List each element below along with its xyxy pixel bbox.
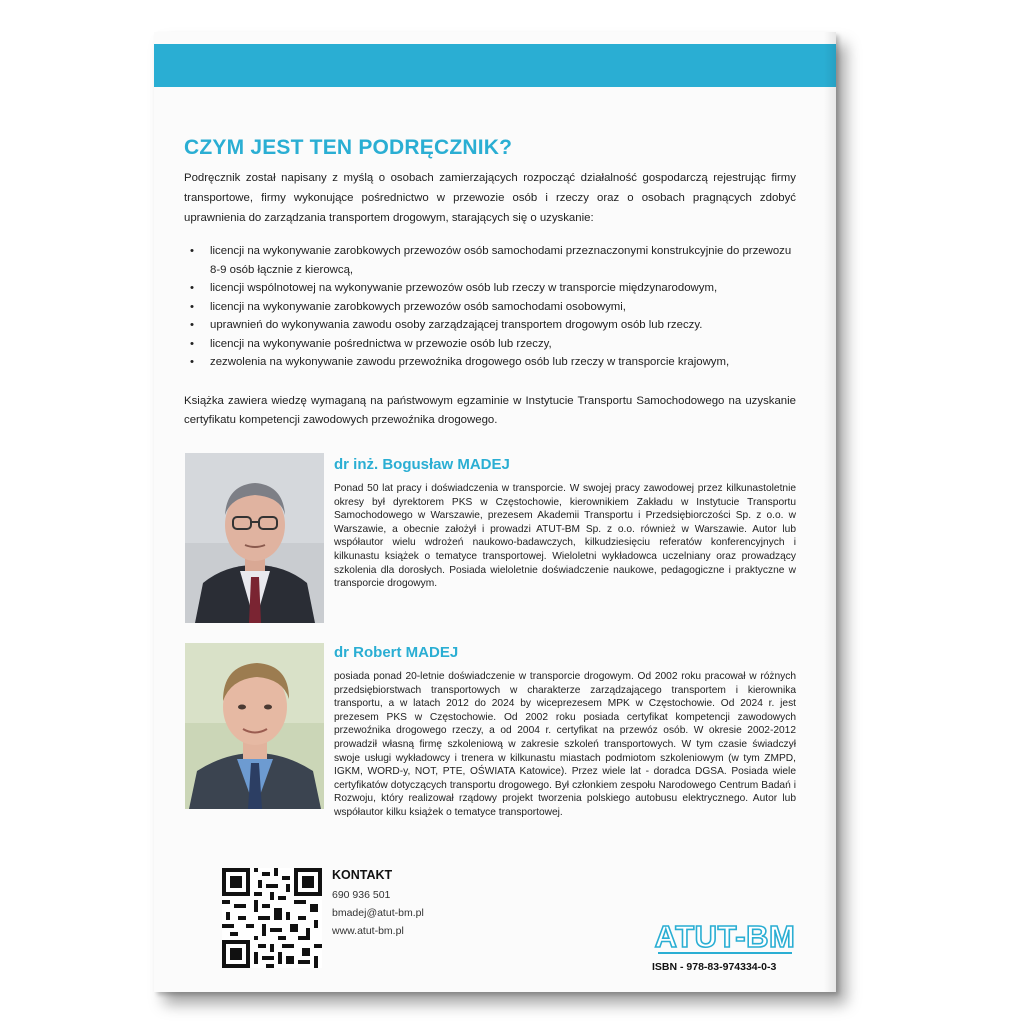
logo-text: ATUT-BM xyxy=(654,919,796,954)
author-name-robert: dr Robert MADEJ xyxy=(334,644,459,661)
list-item: • licencji na wykonywanie zarobkowych przewozów osób samochodami przeznaczonymi konstrukcyjnie do przewozu 8-9 osób łącznie z kierowcą, xyxy=(184,242,799,279)
author-photo-robert xyxy=(185,643,324,809)
qualifications-list xyxy=(184,242,799,372)
page-heading: CZYM JEST TEN PODRĘCZNIK? xyxy=(184,136,513,159)
author-bio-boguslaw: Ponad 50 lat pracy i doświadczenia w transporcie. W swojej pracy zawodowej przez kilkunastoletnie okresy był dyrektorem PKS w Częstochowie, kierownikiem Zakładu w Instytucie Transportu Samochodowego w Warszawie, prezesem Akademii Transportu i Przedsiębiorczości Sp. z o.o. w Warszawie, a obecnie założył i prowadzi ATUT-BM Sp. z o.o. również w Warszawie. Autor lub współautor wielu wdrożeń naukowo-badawczych, kilkudziesięciu referatów konferencyjnych i kilkunastu książek o tematyce transportowej. Wieloletni wykładowca uczelniany oraz prowadzący szkolenia dla dorosłych. Posiada wieloletnie doświadczenie naukowe, pedagogiczne i praktyczne w transporcie drogowym. xyxy=(334,483,796,590)
list-item: • licencji na wykonywanie pośrednictwa w przewozie osób lub rzeczy, xyxy=(184,335,799,354)
top-color-bar xyxy=(154,44,836,87)
contact-email[interactable]: bmadej@atut-bm.pl xyxy=(332,907,424,919)
author-bio-robert: posiada ponad 20-letnie doświadczenie w transporcie drogowym. Od 2002 roku pracował w różnych przedsiębiorstwach transportowych w charakterze zarządzającego transportem i kierownika transportu, a w latach 2012 do 2024 by wiceprezesem MPK w Częstochowie. Od 2024 r. jest prezesem PKS w Częstochowie. Od 2002 roku posiada certyfikat kompetencji zawodowych przewoźnika drogowego rzeczy, a od 2004 r. certyfikat na przewóz osób. W okresie 2002-2012 prowadził własną firmę szkoleniową w zakresie szkoleń transportowych. W tym czasie świadczył swoje usługi wykładowcy i trenera w kilkunastu miastach podmiotom szkoleniowym (w tym ZMPD, IGKM, WORD-y, NOT, PTE, OŚWIATA Katowice). Przez wiele lat - doradca DGSA. Posiada wiele certyfikatów dotyczących transportu drogowego. Był członkiem zespołu Narodowego Centrum Badań i Rozwoju, który realizował rządowy projekt tworzenia polskiego autobusu elektrycznego. Autor lub współautor kilku książek o tematyce transportowej. xyxy=(334,671,796,818)
isbn-label: ISBN - 978-83-974334-0-3 xyxy=(652,961,777,973)
book-back-cover xyxy=(154,32,836,992)
contact-phone[interactable]: 690 936 501 xyxy=(332,889,391,901)
contact-title: KONTAKT xyxy=(332,868,393,882)
intro-paragraph: Podręcznik został napisany z myślą o osobach zamierzających rozpocząć działalność gospodarczą rejestrując firmy transportowe, firmy wykonujące pośrednictwo w przewozie osób i rzeczy oraz o osobach pragnących zdobyć uprawnienia do zarządzania transportem drogowym, starających się o uzyskanie: xyxy=(184,172,796,224)
list-item: • licencji na wykonywanie zarobkowych przewozów osób samochodami osobowymi, xyxy=(184,298,799,317)
author-name-boguslaw: dr inż. Bogusław MADEJ xyxy=(334,456,510,473)
author-photo-boguslaw xyxy=(185,453,324,623)
list-item: • zezwolenia na wykonywanie zawodu przewoźnika drogowego osób lub rzeczy w transporcie krajowym, xyxy=(184,353,799,372)
contact-website[interactable]: www.atut-bm.pl xyxy=(332,925,404,937)
atut-bm-logo xyxy=(654,917,796,959)
list-item: • licencji wspólnotowej na wykonywanie przewozów osób lub rzeczy w transporcie międzynarodowym, xyxy=(184,279,799,298)
summary-paragraph: Książka zawiera wiedzę wymaganą na państwowym egzaminie w Instytucie Transportu Samochodowego na uzyskanie certyfikatu kompetencji zawodowych przewoźnika drogowego. xyxy=(184,395,796,426)
qr-code[interactable] xyxy=(222,868,322,968)
list-item: • uprawnień do wykonywania zawodu osoby zarządzającej transportem drogowym osób lub rzeczy. xyxy=(184,316,799,335)
